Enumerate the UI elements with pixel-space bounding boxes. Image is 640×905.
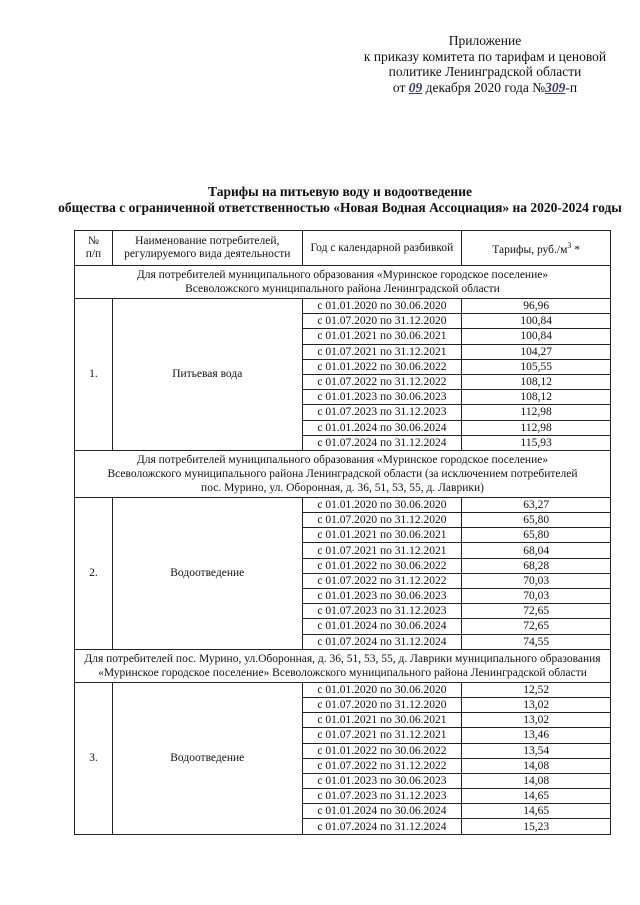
tariff-value-cell: 112,98: [462, 420, 611, 435]
title-line-1: Тарифы на питьевую воду и водоотведение: [208, 184, 472, 199]
period-cell: с 01.07.2023 по 31.12.2023: [302, 789, 462, 804]
row-number: 1.: [75, 299, 113, 451]
table-row: [75, 682, 611, 697]
period-cell: с 01.07.2021 по 31.12.2021: [302, 543, 462, 558]
period-cell: с 01.01.2024 по 30.06.2024: [302, 804, 462, 819]
period-cell: с 01.01.2024 по 30.06.2024: [302, 420, 462, 435]
tariff-value-cell: 68,04: [462, 543, 611, 558]
title-line-2: общества с ограниченной ответственностью «Новая Водная Ассоциация» на 2020-2024 годы: [58, 200, 622, 215]
section-heading-line-2: Всеволожского муниципального района Ленинградской области (за исключением потребителей: [107, 467, 578, 480]
period-cell: с 01.07.2021 по 31.12.2021: [302, 344, 462, 359]
section-heading-row: [75, 649, 611, 682]
tariff-value-cell: 74,55: [462, 634, 611, 649]
tariff-value-cell: 65,80: [462, 513, 611, 528]
section-heading: [75, 266, 611, 299]
header-tariff-note: *: [571, 243, 580, 256]
period-cell: с 01.01.2021 по 30.06.2021: [302, 713, 462, 728]
tariff-value-cell: 115,93: [462, 435, 611, 450]
order-day-handwritten: 09: [408, 79, 423, 95]
section-heading: [75, 450, 611, 497]
period-cell: с 01.01.2022 по 30.06.2022: [302, 558, 462, 573]
section-heading-line-1: Для потребителей муниципального образования «Муринское городское поселение»: [136, 453, 549, 466]
tariff-value-cell: 14,65: [462, 789, 611, 804]
period-cell: с 01.07.2022 по 31.12.2022: [302, 374, 462, 389]
period-cell: с 01.01.2021 по 30.06.2021: [302, 528, 462, 543]
period-cell: с 01.01.2021 по 30.06.2021: [302, 329, 462, 344]
period-cell: с 01.07.2023 по 31.12.2023: [302, 604, 462, 619]
order-suffix: -п: [565, 79, 578, 95]
header-tariff-label: Тарифы, руб./м: [492, 243, 568, 256]
service-name: Водоотведение: [112, 497, 302, 649]
tariff-value-cell: 100,84: [462, 329, 611, 344]
header-name: [112, 231, 302, 266]
document-title: [40, 184, 640, 216]
tariff-value-cell: 12,52: [462, 682, 611, 697]
tariff-value-cell: 108,12: [462, 390, 611, 405]
period-cell: с 01.01.2024 по 30.06.2024: [302, 619, 462, 634]
tariff-value-cell: 14,08: [462, 773, 611, 788]
tariff-value-cell: 13,02: [462, 697, 611, 712]
tariff-value-cell: 68,28: [462, 558, 611, 573]
section-heading-line-1: Для потребителей пос. Мурино, ул.Оборонная, д. 36, 51, 53, 55, д. Лаврики муниципального образования: [84, 652, 601, 665]
header-period: Год с календарной разбивкой: [302, 231, 462, 266]
section-heading: [75, 649, 611, 682]
tariff-value-cell: 104,27: [462, 344, 611, 359]
period-cell: с 01.07.2022 по 31.12.2022: [302, 573, 462, 588]
appendix-line-2: к приказу комитета по тарифам и ценовой: [363, 48, 607, 64]
row-number: 3.: [75, 682, 113, 834]
table-row: [75, 299, 611, 314]
tariff-value-cell: 100,84: [462, 314, 611, 329]
tariffs-table: [74, 230, 611, 835]
tariff-value-cell: 63,27: [462, 497, 611, 512]
period-cell: с 01.07.2024 по 31.12.2024: [302, 435, 462, 450]
period-cell: с 01.01.2020 по 30.06.2020: [302, 299, 462, 314]
period-cell: с 01.07.2020 по 31.12.2020: [302, 314, 462, 329]
tariff-value-cell: 13,46: [462, 728, 611, 743]
tariff-value-cell: 13,54: [462, 743, 611, 758]
header-num-line-1: №: [87, 235, 99, 247]
tariff-value-cell: 15,23: [462, 819, 611, 834]
period-cell: с 01.07.2023 по 31.12.2023: [302, 405, 462, 420]
period-cell: с 01.07.2020 по 31.12.2020: [302, 697, 462, 712]
period-cell: с 01.07.2020 по 31.12.2020: [302, 513, 462, 528]
period-cell: с 01.01.2023 по 30.06.2023: [302, 773, 462, 788]
appendix-block: [340, 33, 630, 95]
order-number-handwritten: 309: [545, 79, 566, 95]
header-name-line-2: регулируемого вида деятельности: [124, 248, 291, 260]
tariff-value-cell: 112,98: [462, 405, 611, 420]
section-heading-line-1: Для потребителей муниципального образования «Муринское городское поселение»: [136, 269, 549, 281]
appendix-order-line: [340, 80, 630, 96]
order-mid: декабря 2020 года №: [422, 79, 546, 95]
header-tariff: [462, 231, 611, 266]
tariff-value-cell: 70,03: [462, 589, 611, 604]
period-cell: с 01.07.2024 по 31.12.2024: [302, 819, 462, 834]
appendix-line-3: политике Ленинградской области: [388, 64, 582, 79]
section-heading-row: [75, 450, 611, 497]
header-num-line-2: п/п: [85, 248, 102, 260]
tariff-value-cell: 13,02: [462, 713, 611, 728]
period-cell: с 01.01.2020 по 30.06.2020: [302, 497, 462, 512]
period-cell: с 01.01.2022 по 30.06.2022: [302, 359, 462, 374]
header-num: [75, 231, 113, 266]
tariff-value-cell: 72,65: [462, 619, 611, 634]
row-number: 2.: [75, 497, 113, 649]
table-header-row: [75, 231, 611, 266]
service-name: Питьевая вода: [112, 299, 302, 451]
service-name: Водоотведение: [112, 682, 302, 834]
period-cell: с 01.07.2024 по 31.12.2024: [302, 634, 462, 649]
tariff-value-cell: 108,12: [462, 374, 611, 389]
section-heading-row: [75, 266, 611, 299]
section-heading-line-2: «Муринское городское поселение» Всеволожского муниципального района Ленинградской области: [98, 666, 587, 679]
period-cell: с 01.01.2022 по 30.06.2022: [302, 743, 462, 758]
header-name-line-1: Наименование потребителей,: [135, 235, 280, 247]
order-prefix: от: [392, 79, 409, 95]
period-cell: с 01.07.2021 по 31.12.2021: [302, 728, 462, 743]
table-row: [75, 497, 611, 512]
header-tariff-sup: 3: [567, 241, 572, 251]
section-heading-line-2: Всеволожского муниципального района Ленинградской области: [185, 283, 500, 295]
period-cell: с 01.07.2022 по 31.12.2022: [302, 758, 462, 773]
period-cell: с 01.01.2020 по 30.06.2020: [302, 682, 462, 697]
tariff-value-cell: 14,65: [462, 804, 611, 819]
period-cell: с 01.01.2023 по 30.06.2023: [302, 390, 462, 405]
period-cell: с 01.01.2023 по 30.06.2023: [302, 589, 462, 604]
tariff-value-cell: 105,55: [462, 359, 611, 374]
tariff-value-cell: 96,96: [462, 299, 611, 314]
tariff-value-cell: 14,08: [462, 758, 611, 773]
tariff-value-cell: 72,65: [462, 604, 611, 619]
tariff-value-cell: 70,03: [462, 573, 611, 588]
tariff-value-cell: 65,80: [462, 528, 611, 543]
section-heading-line-3: пос. Мурино, ул. Оборонная, д. 36, 51, 53, 55, д. Лаврики): [201, 481, 484, 494]
appendix-line-1: Приложение: [448, 33, 522, 48]
